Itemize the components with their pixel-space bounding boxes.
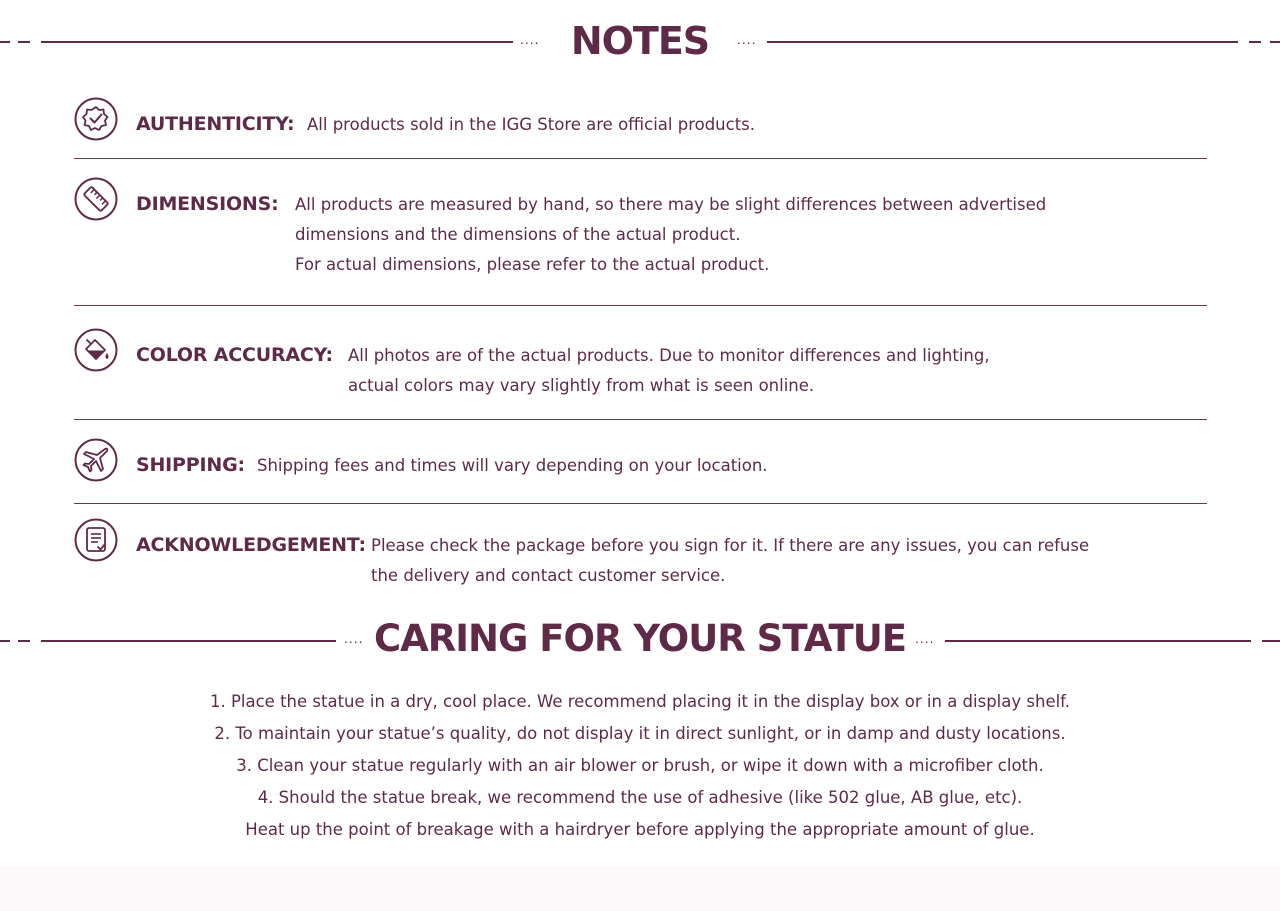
note-text: All products are measured by hand, so there may be slight differences between advertised [295,195,1047,214]
notes-section-header [0,18,1280,66]
header-dots-left: .... [344,630,364,646]
note-label: DIMENSIONS: [136,193,279,215]
note-divider [74,305,1207,306]
note-divider [74,158,1207,159]
note-acknowledgement [74,518,1207,598]
note-text: For actual dimensions, please refer to the actual product. [295,255,770,274]
airplane-icon [74,438,118,482]
care-title: CARING FOR YOUR STATUE [373,617,907,660]
note-divider [74,503,1207,504]
note-text: dimensions and the dimensions of the actual product. [295,225,741,244]
bottom-background-band [0,866,1280,911]
notes-title: NOTES [570,19,710,63]
header-line-right [945,640,1251,642]
note-label: COLOR ACCURACY: [136,344,333,366]
ruler-icon [74,177,118,221]
note-dimensions [74,177,1207,287]
note-color-accuracy [74,328,1207,408]
header-dots-left: .... [520,31,540,47]
note-text: All photos are of the actual products. Due to monitor differences and lighting, [348,346,990,365]
note-label: AUTHENTICITY: [136,113,295,135]
note-text: Please check the package before you sign for it. If there are any issues, you can refuse [371,536,1090,555]
note-authenticity [74,97,1207,157]
badge-check-icon [74,97,118,141]
list-item: 2. To maintain your statue’s quality, do not display it in direct sunlight, or in damp and dusty locations. [214,724,1066,743]
header-dots-right: .... [915,630,935,646]
care-instructions-list [0,686,1280,846]
list-item: Heat up the point of breakage with a hairdryer before applying the appropriate amount of glue. [245,820,1035,839]
note-label: SHIPPING: [136,454,245,476]
header-dash-right [1249,41,1261,43]
note-text: Shipping fees and times will vary depending on your location. [257,456,768,475]
note-text: All products sold in the IGG Store are official products. [307,115,756,134]
note-shipping [74,438,1207,498]
header-dash-right-2 [1270,41,1280,43]
list-item: 1. Place the statue in a dry, cool place. We recommend placing it in the display box or in a display shelf. [209,692,1071,711]
header-line-right [767,41,1238,43]
note-text: actual colors may vary slightly from what is seen online. [348,376,815,395]
list-item: 3. Clean your statue regularly with an air blower or brush, or wipe it down with a microfiber cloth. [236,756,1044,775]
note-divider [74,419,1207,420]
note-label: ACKNOWLEDGEMENT: [136,534,366,556]
care-section-header [0,616,1280,664]
checklist-icon [74,518,118,562]
header-dots-right: .... [737,31,757,47]
header-dash-right [1262,640,1280,642]
list-item: 4. Should the statue break, we recommend the use of adhesive (like 502 glue, AB glue, etc). [257,788,1023,807]
note-text: the delivery and contact customer service. [371,566,726,585]
paint-bucket-icon [74,328,118,372]
